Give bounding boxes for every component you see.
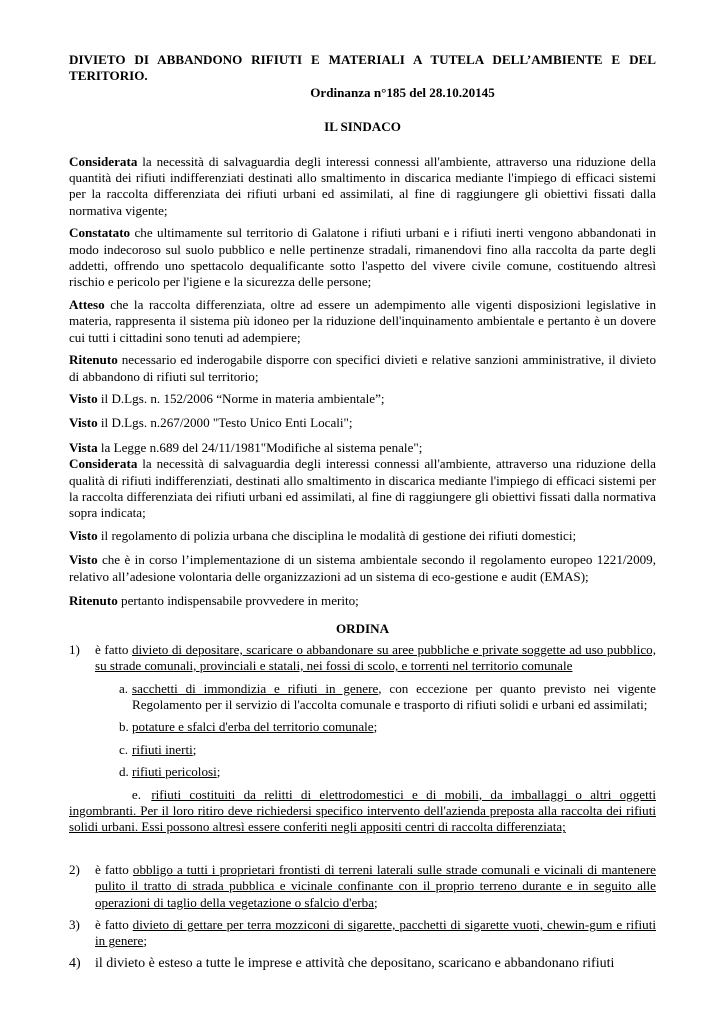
document-page (69, 52, 656, 978)
ordinance-item-4: 4) il divieto è esteso a tutte le imprese e attività che depositano, scaricano e abbandonano rifiuti (69, 955, 615, 971)
ordinance-item-2: 2) è fatto obbligo a tutti i proprietari frontisti di terreni laterali sulle strade comunali e vicinali di mantenere pulito il tratto di strada pubblica e vicinale confinante con il proprio terreno durante e in seguito alle operazioni di taglio della vegetazione o sfalcio d'erba; (69, 861, 656, 910)
premise-paragraph: Atteso che la raccolta differenziata, oltre ad essere un adempimento alle vigenti disposizioni legislative in materia, rappresenta il sistema più idoneo per la riduzione dell'inquinamento ambientale e pertanto è un dovere cui tutti i cittadini sono tenuti ad adempiere; (69, 296, 656, 345)
ordinance-item-3: 3) è fatto divieto di gettare per terra mozziconi di sigarette, pacchetti di sigarette vuoti, chewin-gum e rifiuti in genere; (69, 917, 656, 949)
sub-item-e: e. rifiuti costituiti da relitti di elettrodomestici e di mobili, da imballaggi o altri oggetti ingombranti. Per il loro ritiro deve richiedersi specifico intervento dell'azienda preposta alla raccolta dei rifiuti solidi urbani. Essi possono altresì essere conferiti negli appositi centri di raccolta differenziata; (69, 786, 656, 835)
sub-item-c: c. rifiuti inerti; (119, 741, 197, 757)
document-title: DIVIETO DI ABBANDONO RIFIUTI E MATERIALI A TUTELA DELL’AMBIENTE E DEL TERITORIO. (69, 52, 656, 84)
ordinance-number: Ordinanza n°185 del 28.10.20145 (310, 84, 495, 100)
premise-paragraph: Vista la Legge n.689 del 24/11/1981"Modifiche al sistema penale"; (69, 439, 423, 455)
ordina-heading: ORDINA (335, 621, 390, 637)
premise-paragraph: Considerata la necessità di salvaguardia degli interessi connessi all'ambiente, attraverso una riduzione della qualità di rifiuti indifferenziati, destinati allo smaltimento in discarica mediante l'impiego di efficaci sistemi per la raccolta differenziata dei rifiuti urbani ed assimilati, al fine di raggiungere gli obiettivi fissati dalla normativa sopra indicata; (69, 456, 656, 521)
sub-item-d: d. rifiuti pericolosi; (119, 764, 221, 780)
sub-item-a: a. sacchetti di immondizia e rifiuti in genere, con eccezione per quanto previsto nei vigente Regolamento per il servizio di l'accolta comunale e trasporto di rifiuti solidi e urbani ed assimilati; (119, 680, 656, 712)
premise-paragraph: Visto il D.Lgs. n.267/2000 "Testo Unico Enti Locali"; (69, 415, 353, 431)
premise-paragraph: Visto il D.Lgs. n. 152/2006 “Norme in materia ambientale”; (69, 390, 385, 406)
premise-paragraph: Constatato che ultimamente sul territorio di Galatone i rifiuti urbani e i rifiuti inerti vengono abbandonati in modo indecoroso sul suolo pubblico e nelle pertinenze stradali, rimanendovi fino alla raccolta da parte degli addetti, offrendo uno spettacolo dequalificante sotto l'aspetto del vivere civile comune, costituendo altresì rischio e pericolo per l'igiene e la sicurezza delle persone; (69, 225, 656, 290)
premise-paragraph: Ritenuto necessario ed inderogabile disporre con specifici divieti e relative sanzioni amministrative, il divieto di abbandono di rifiuti sul territorio; (69, 352, 656, 384)
ordinance-item-1: 1) è fatto divieto di depositare, scaricare o abbandonare su aree pubbliche e private soggette ad uso pubblico, su strade comunali, provinciali e statali, nei fossi di scolo, e torrenti nel territorio comunale (69, 641, 657, 674)
premise-paragraph: Visto il regolamento di polizia urbana che disciplina le modalità di gestione dei rifiuti domestici; (69, 527, 577, 543)
premise-paragraph: Ritenuto pertanto indispensabile provvedere in merito; (69, 592, 359, 608)
premise-paragraph: Considerata la necessità di salvaguardia degli interessi connessi all'ambiente, attraverso una riduzione della quantità dei rifiuti indifferenziati destinati allo smaltimento in discarica mediante l'impiego di efficaci sistemi per la raccolta differenziata dei rifiuti urbani ed assimilati, al fine di raggiungere gli obiettivi fissati dalla normativa vigente; (69, 153, 656, 218)
sub-item-b: b. potature e sfalci d'erba del territorio comunale; (119, 719, 378, 735)
issuer-heading: IL SINDACO (324, 119, 401, 135)
premise-paragraph: Visto che è in corso l’implementazione di un sistema ambientale secondo il regolamento europeo 1221/2009, relativo all’adesione volontaria delle organizzazioni ad un sistema di eco-gestione e audit (EMAS); (69, 552, 656, 584)
